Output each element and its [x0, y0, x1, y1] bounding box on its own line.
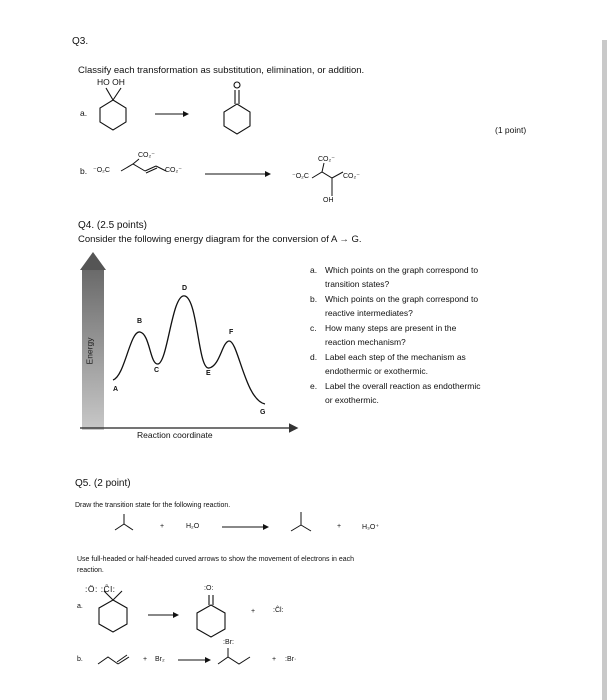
point-label-b: B — [137, 318, 143, 325]
q4-title: Q4. (2.5 points) — [78, 220, 147, 231]
q5a-reactant-structure — [99, 591, 127, 632]
point-label-g: G — [260, 409, 266, 416]
q4-question-c-letter: c. — [310, 323, 317, 333]
q5a-product-atom: :O: — [204, 585, 214, 592]
q4-question-d-line1: Label each step of the mechanism as — [325, 352, 466, 362]
q4-question-b-line1: Which points on the graph correspond to — [325, 294, 479, 304]
point-label-a: A — [113, 386, 119, 393]
q5b-product-atom: :Br: — [223, 639, 234, 646]
q5-instruction2-line1: Use full-headed or half-headed curved arrows to show the movement of electrons in each — [77, 556, 355, 563]
q3b-reactant-left: ⁻O₂C — [93, 167, 110, 174]
q5a-reactant-atoms: :Ö: :Ċ̈l: — [85, 584, 116, 594]
q3b-product-bottom: OH — [323, 197, 334, 204]
energy-axis-arrowhead — [80, 252, 106, 270]
q3-points: (1 point) — [495, 125, 527, 135]
q3b-reactant-right: CO₂⁻ — [165, 167, 182, 174]
q4-question-a-line1: Which points on the graph correspond to — [325, 265, 479, 275]
q5a-product-structure — [197, 595, 225, 637]
q5a-plus: + — [251, 608, 256, 615]
q3-title: Q3. — [72, 36, 89, 47]
q3a-reactant-structure — [100, 88, 126, 130]
q5-instruction2-line2: reaction. — [77, 567, 104, 574]
q4-question-b-letter: b. — [310, 294, 318, 304]
q5b-plus1: + — [143, 656, 148, 663]
q5-reaction-plus2: + — [337, 523, 342, 530]
q3b-reactant-top: CO₂⁻ — [138, 152, 155, 159]
q5-product-skeletal — [291, 512, 311, 531]
q5b-product-structure — [218, 648, 250, 664]
q4-question-c-line1: How many steps are present in the — [325, 323, 457, 333]
q5-title: Q5. (2 point) — [75, 478, 131, 489]
q3a-product-structure — [224, 82, 250, 134]
q3b-product-left: ⁻O₂C — [292, 173, 309, 180]
point-label-c: C — [154, 367, 160, 374]
q5-reactant-skeletal — [115, 514, 133, 530]
point-label-f: F — [229, 329, 234, 336]
q5-reaction-water: H₂O — [186, 523, 200, 530]
q5b-label: b. — [77, 656, 83, 663]
q3a-label: a. — [80, 108, 88, 118]
q3b-label: b. — [80, 166, 88, 176]
q3b-product-structure — [312, 163, 343, 196]
q4-question-a-letter: a. — [310, 265, 318, 275]
reaction-coordinate-label: Reaction coordinate — [137, 430, 213, 440]
q5a-label: a. — [77, 603, 83, 610]
q4-question-d-letter: d. — [310, 352, 318, 362]
q5b-bromine-radical: :Br· — [285, 656, 297, 663]
point-label-d: D — [182, 285, 188, 292]
q4-question-e-line1: Label the overall reaction as endothermic — [325, 381, 481, 391]
q3b-product-top: CO₂⁻ — [318, 156, 335, 163]
q4-instruction: Consider the following energy diagram for the conversion of A → G. — [78, 234, 362, 245]
q3b-product-right: CO₂⁻ — [343, 173, 360, 180]
q4-question-c-line2: reaction mechanism? — [325, 337, 406, 347]
q5b-reactant-structure — [98, 655, 129, 664]
q5-instruction: Draw the transition state for the following reaction. — [75, 502, 231, 509]
energy-axis-label: Energy — [84, 337, 95, 365]
q4-question-a-line2: transition states? — [325, 279, 390, 289]
q4-question-d-line2: endothermic or exothermic. — [325, 366, 428, 376]
q5a-chloride-ion: :Ċ̈l: — [273, 607, 284, 614]
energy-curve — [113, 296, 265, 404]
q5-reaction-plus1: + — [160, 523, 165, 530]
point-label-e: E — [206, 370, 211, 377]
q5b-reagent: Br₂ — [155, 656, 165, 663]
scrollbar[interactable] — [602, 40, 607, 700]
q4-question-b-line2: reactive intermediates? — [325, 308, 413, 318]
q4-question-e-line2: or exothermic. — [325, 395, 379, 405]
q4-question-e-letter: e. — [310, 381, 318, 391]
q3b-reactant-structure — [121, 159, 166, 173]
q3a-reactant-label: HO OH — [97, 77, 125, 87]
q3-instruction: Classify each transformation as substitution, elimination, or addition. — [78, 65, 365, 76]
q5-reaction-hydronium: H₃O⁺ — [362, 524, 380, 531]
q5b-plus2: + — [272, 656, 277, 663]
